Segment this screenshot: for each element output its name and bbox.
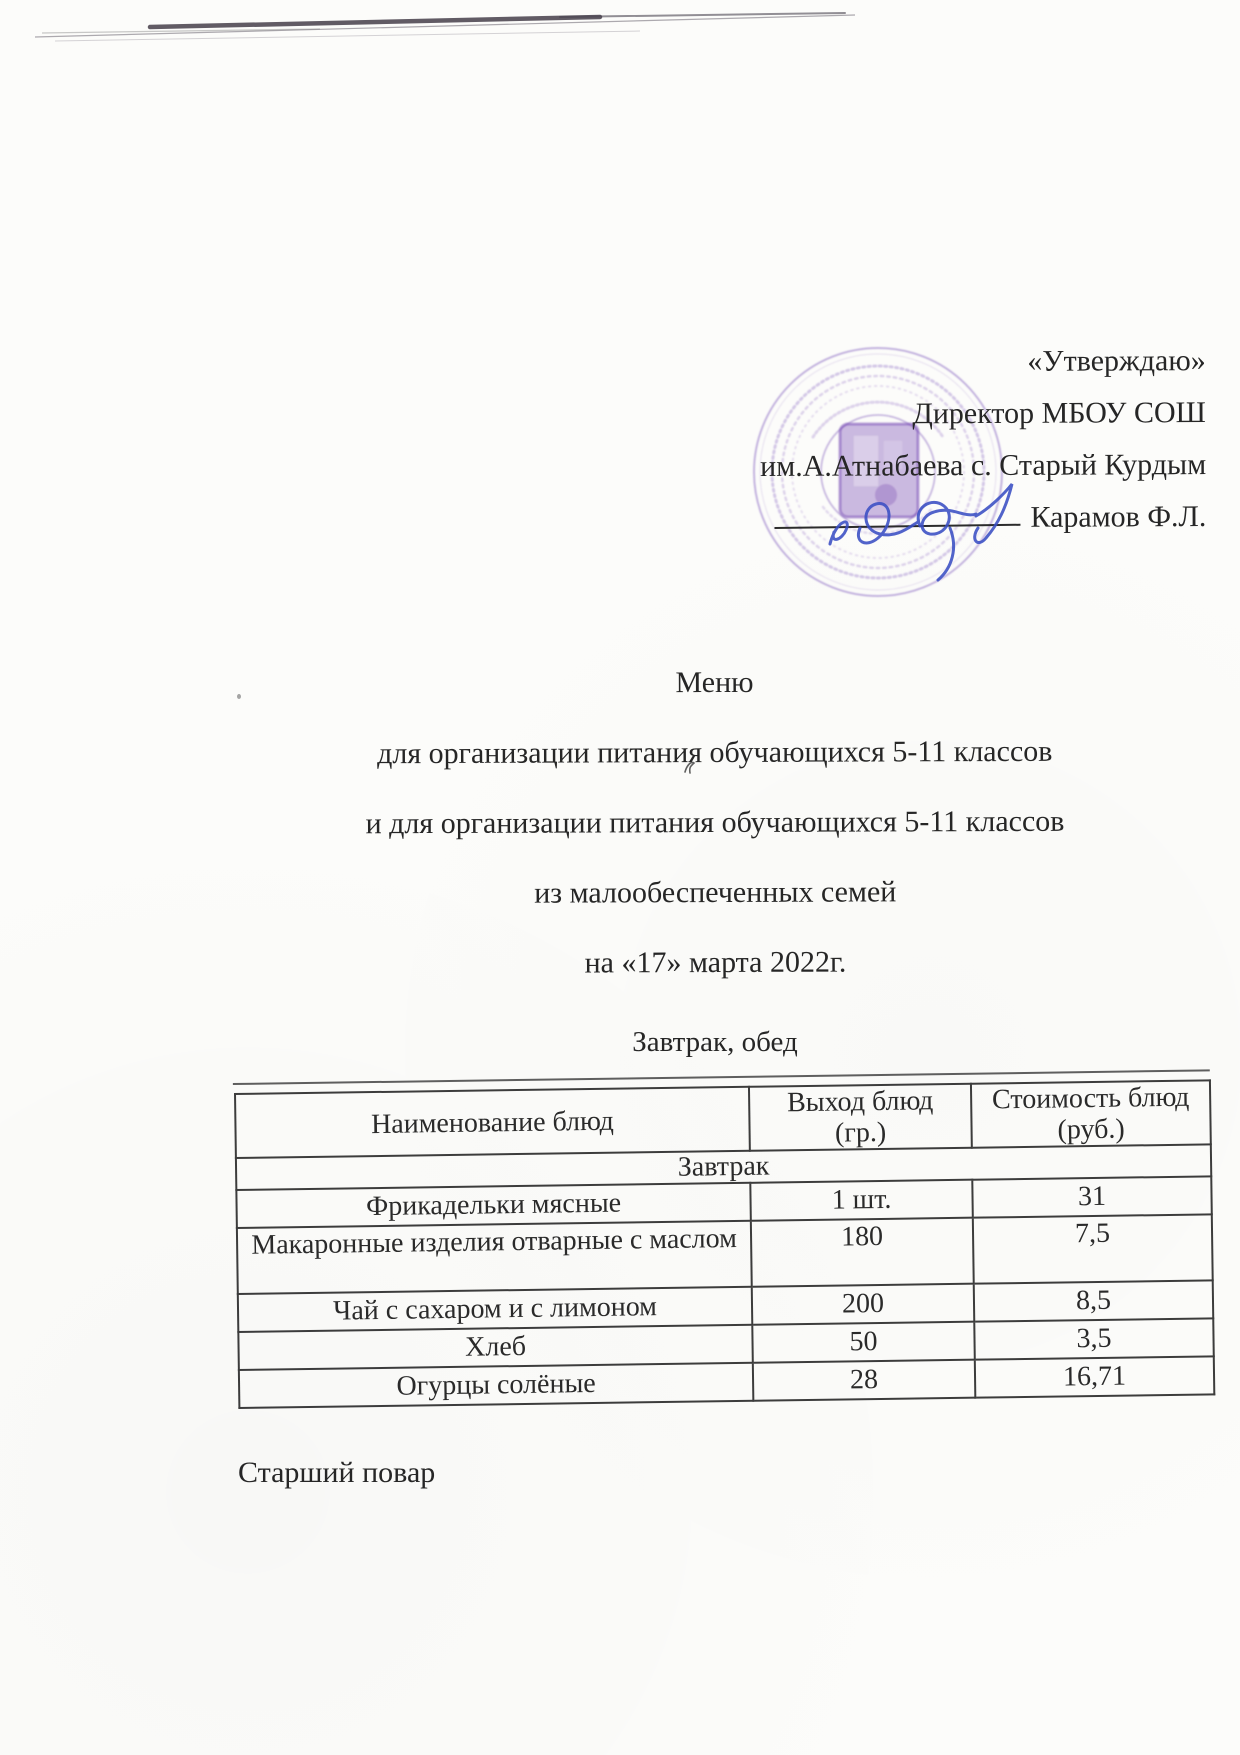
table-caption: Завтрак, обед xyxy=(632,1026,798,1058)
title-line-menu: Меню xyxy=(675,665,754,700)
dish-price: 16,71 xyxy=(975,1356,1215,1397)
dish-output: 1 шт. xyxy=(750,1180,973,1221)
dish-price: 3,5 xyxy=(974,1318,1214,1359)
dish-name: Огурцы солёные xyxy=(239,1363,753,1408)
col-header-price-line1: Стоимость блюд xyxy=(991,1081,1190,1116)
col-header-output xyxy=(749,1084,972,1151)
dish-output: 50 xyxy=(752,1322,975,1363)
menu-table xyxy=(234,1079,1215,1409)
dish-name: Хлеб xyxy=(238,1325,752,1370)
dish-price: 8,5 xyxy=(974,1280,1214,1321)
title-line-4: из малообеспеченных семей xyxy=(534,875,897,910)
signatory-name: Карамов Ф.Л. xyxy=(1030,500,1207,534)
dish-name: Фрикадельки мясные xyxy=(236,1183,750,1228)
dish-output: 200 xyxy=(752,1284,975,1325)
scan-streak-artifact xyxy=(0,0,1240,60)
dish-price: 7,5 xyxy=(973,1214,1213,1283)
col-header-output-line2: (гр.) xyxy=(834,1116,887,1149)
ink-mark-artifact xyxy=(681,758,697,776)
dish-name: Чай с сахаром и с лимоном xyxy=(238,1287,752,1332)
approval-position: Директор МБОУ СОШ xyxy=(912,396,1206,431)
speck-artifact xyxy=(237,694,241,699)
section-header-breakfast: Завтрак xyxy=(236,1144,1211,1190)
col-header-price xyxy=(971,1080,1211,1147)
handwritten-signature xyxy=(800,462,1060,592)
document-title-block xyxy=(239,646,1190,999)
col-header-price-line2: (руб.) xyxy=(1057,1113,1125,1146)
dish-price: 31 xyxy=(972,1176,1212,1217)
col-header-dish-name: Наименование блюд xyxy=(235,1087,750,1158)
approval-quote: «Утверждаю» xyxy=(1027,344,1206,378)
title-line-5: на «17» марта 2022г. xyxy=(584,945,847,980)
menu-table-wrap xyxy=(234,1079,1213,1409)
approval-organization: им.А.Атнабаева с. Старый Курдым xyxy=(760,448,1207,483)
dish-output: 180 xyxy=(751,1218,974,1287)
dish-name: Макаронные изделия отварные с маслом xyxy=(237,1221,752,1294)
title-line-3: и для организации питания обучающихся 5-11 классов xyxy=(365,804,1065,841)
col-header-output-line1: Выход блюд xyxy=(786,1085,934,1119)
chief-cook-label: Старший повар xyxy=(238,1456,436,1489)
dish-output: 28 xyxy=(753,1360,976,1401)
title-line-2: для организации питания обучающихся 5-11 классов xyxy=(377,734,1053,771)
